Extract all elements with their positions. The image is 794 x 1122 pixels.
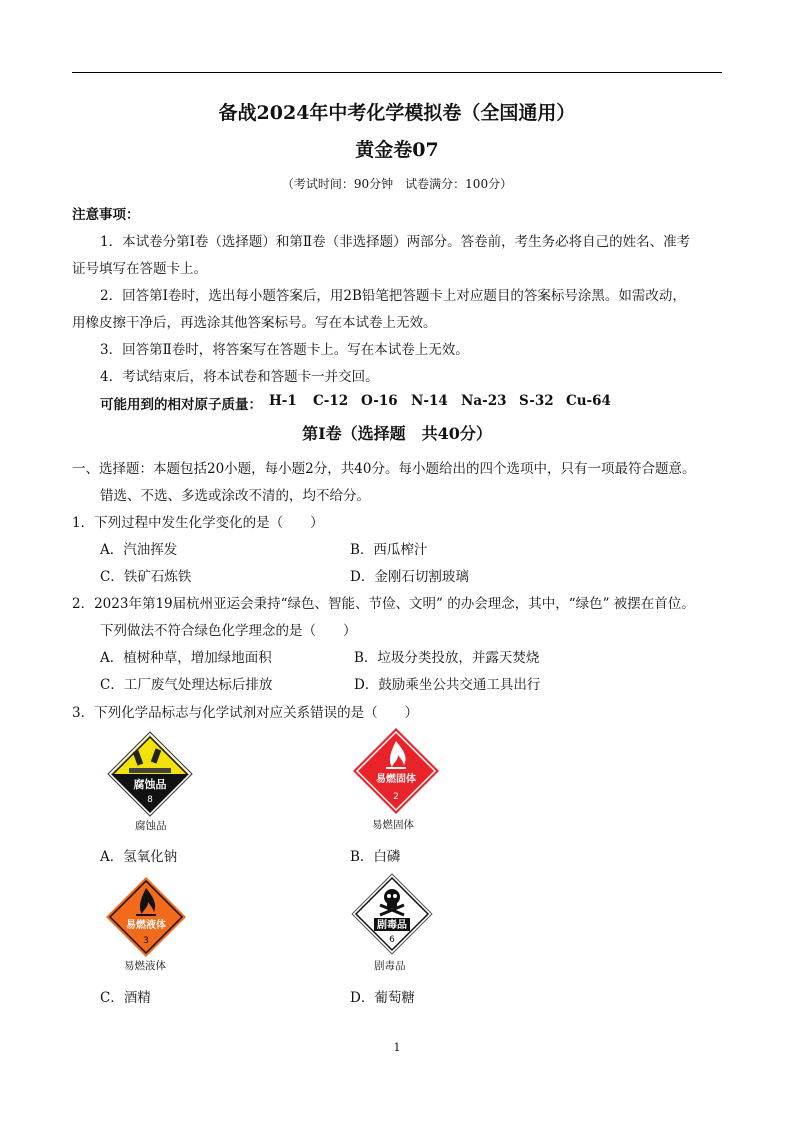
q2-option-d: D．鼓励乘坐公共交通工具出行	[354, 677, 541, 693]
atomic-mass-label: 可能用到的相对原子质量：	[100, 397, 262, 413]
header-rule	[72, 72, 722, 73]
note-2b: 用橡皮擦干净后，再选涂其他答案标号。写在本试卷上无效。	[72, 315, 437, 331]
flammable-solid-sign-icon	[352, 727, 440, 815]
atomic-mass: Cu-64	[566, 393, 611, 409]
note-1a: 1．本试卷分第Ⅰ卷（选择题）和第Ⅱ卷（非选择题）两部分。答卷前，考生务必将自己的姓名、准考	[100, 234, 691, 250]
sign-label: 易燃固体	[376, 774, 416, 785]
q2-option-b: B．垃圾分类投放，并露天焚烧	[354, 650, 540, 666]
atomic-mass: C-12	[313, 393, 349, 409]
sign-label: 剧毒品	[377, 920, 407, 931]
sign-label: 腐蚀品	[133, 778, 167, 791]
sign-label: 易燃液体	[126, 920, 166, 931]
q1-option-b: B．西瓜榨汁	[350, 542, 428, 558]
section-heading: 第Ⅰ卷（选择题 共40分）	[302, 424, 492, 443]
sign-caption-b: 易燃固体	[372, 819, 414, 831]
flammable-liquid-sign-icon	[105, 876, 187, 958]
sign-number: 3	[143, 936, 149, 946]
sign-number: 8	[147, 795, 153, 805]
sign-caption-d: 剧毒品	[374, 960, 406, 972]
q2-option-a: A．植树种草，增加绿地面积	[100, 650, 272, 666]
q1-option-c: C．铁矿石炼铁	[100, 569, 192, 585]
q2-option-c: C．工厂废气处理达标后排放	[100, 677, 273, 693]
atomic-mass: Na-23	[461, 393, 507, 409]
q3-option-b: B．白磷	[350, 849, 401, 865]
q1-option-d: D．金刚石切割玻璃	[350, 569, 469, 585]
section-intro-a: 一、选择题：本题包括20小题，每小题2分，共40分。每小题给出的四个选项中，只有一项最符合题意。	[72, 461, 696, 477]
note-1b: 证号填写在答题卡上。	[72, 261, 207, 277]
section-intro-b: 错选、不选、多选或涂改不清的，均不给分。	[100, 488, 370, 504]
sign-caption-c: 易燃液体	[124, 960, 166, 972]
q2-stem-a: 2．2023年第19届杭州亚运会秉持“绿色、智能、节俭、文明” 的办会理念，其中，“绿色” 被摆在首位。	[72, 596, 695, 612]
sign-number: 2	[393, 792, 399, 802]
page-subtitle: 黄金卷07	[355, 139, 439, 161]
notes-heading: 注意事项：	[72, 207, 140, 223]
sign-caption-a: 腐蚀品	[135, 820, 167, 832]
toxic-sign-icon	[351, 873, 433, 955]
corrosive-sign-icon	[107, 731, 193, 817]
note-4: 4．考试结束后，将本试卷和答题卡一并交回。	[100, 369, 379, 385]
page-title: 备战2024年中考化学模拟卷（全国通用）	[218, 102, 576, 124]
q1-stem: 1．下列过程中发生化学变化的是（ ）	[72, 515, 324, 531]
q1-option-a: A．汽油挥发	[100, 542, 178, 558]
page-number: 1	[393, 1041, 401, 1054]
note-2a: 2．回答第Ⅰ卷时，选出每小题答案后，用2B铅笔把答题卡上对应题目的答案标号涂黑。如需改动，	[100, 288, 686, 304]
note-3: 3．回答第Ⅱ卷时，将答案写在答题卡上。写在本试卷上无效。	[100, 342, 469, 358]
q3-stem: 3．下列化学品标志与化学试剂对应关系错误的是（ ）	[72, 705, 419, 721]
atomic-mass: N-14	[411, 393, 448, 409]
q2-stem-b: 下列做法不符合绿色化学理念的是（ ）	[100, 623, 357, 639]
q3-option-a: A．氢氧化钠	[100, 849, 178, 865]
q3-option-c: C．酒精	[100, 990, 151, 1006]
sign-number: 6	[389, 935, 395, 945]
atomic-mass: H-1	[269, 393, 297, 409]
atomic-mass: O-16	[361, 393, 398, 409]
exam-info: （考试时间：90分钟 试卷满分：100分）	[281, 177, 513, 191]
q3-option-d: D．葡萄糖	[350, 990, 415, 1006]
atomic-mass: S-32	[519, 393, 554, 409]
